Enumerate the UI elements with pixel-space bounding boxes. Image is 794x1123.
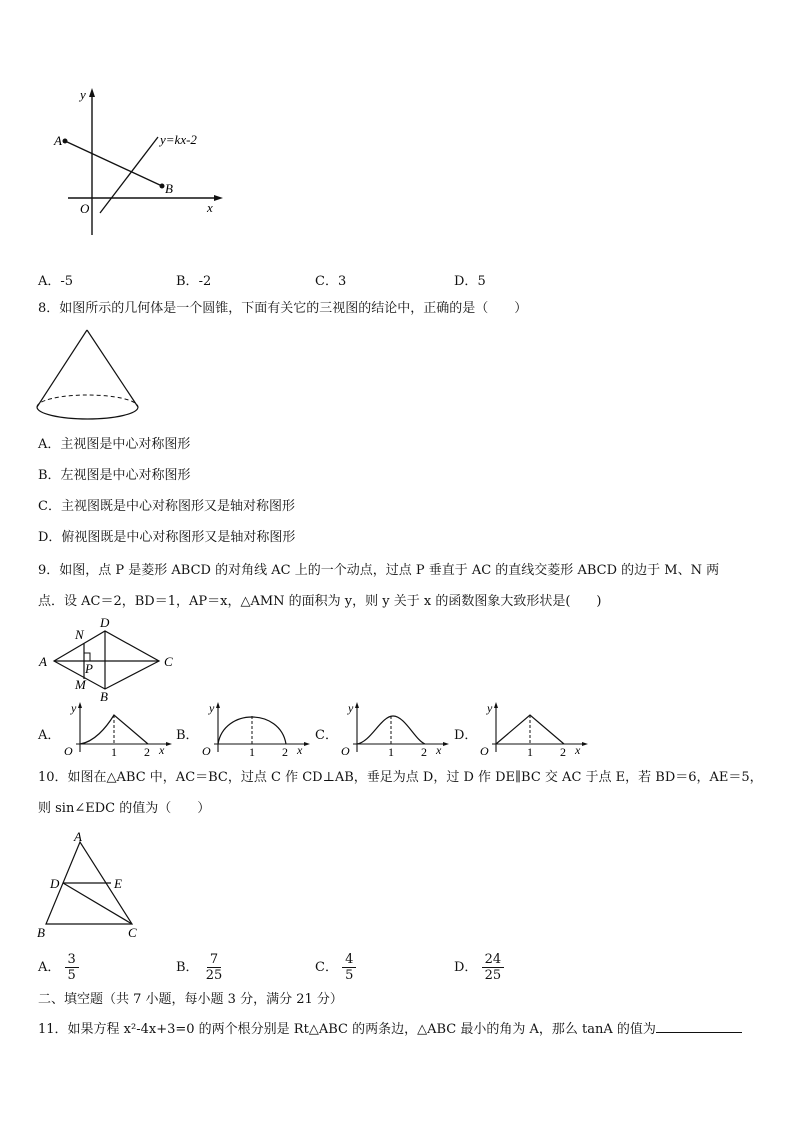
q8-option-c[interactable]: C．主视图既是中心对称图形又是轴对称图形 [38, 499, 295, 514]
q10-option-b-den: 25 [205, 968, 223, 983]
q9-b-x: x [297, 743, 303, 757]
q9-d-t1: 1 [527, 745, 533, 758]
q7-option-b-text: -2 [198, 274, 212, 289]
q10-option-c-num: 4 [342, 952, 356, 968]
q10-option-c-den: 5 [345, 968, 354, 983]
q8-option-a[interactable]: A．主视图是中心对称图形 [38, 437, 191, 452]
q10-triangle-figure [34, 830, 154, 942]
q7-option-a-text: -5 [60, 274, 74, 289]
q7-point-b-label: B [165, 181, 173, 196]
q8-option-b[interactable]: B．左视图是中心对称图形 [38, 468, 191, 483]
q9-b-t2: 2 [282, 745, 288, 758]
q11-stem: 11．如果方程 x²-4x+3=0 的两个根分别是 Rt△ABC 的两条边，△ABC 最小的角为 A，那么 tanA 的值为 [38, 1022, 656, 1037]
q10-stem-line2: 则 sin∠EDC 的值为（ ） [38, 801, 211, 816]
q7-option-b-letter: B． [176, 274, 199, 289]
q9-option-c-letter[interactable]: C． [315, 728, 338, 743]
q9-label-p: P [85, 661, 93, 676]
q7-option-c-letter: C． [315, 274, 338, 289]
q10-option-d[interactable] [454, 952, 504, 983]
q9-label-b: B [100, 689, 108, 703]
q7-option-d-letter: D． [454, 274, 478, 289]
q9-d-y: y [487, 701, 493, 715]
q7-option-a[interactable] [38, 270, 73, 289]
q10-label-e: E [114, 876, 122, 891]
q10-option-c-fraction [342, 952, 356, 983]
q10-option-a-den: 5 [67, 968, 76, 983]
q7-x-label: x [207, 200, 213, 215]
q10-option-b-fraction [203, 952, 226, 983]
q11-question [38, 1019, 742, 1038]
q7-y-label: y [80, 87, 86, 102]
q7-point-a-label: A [54, 133, 62, 148]
q10-option-a[interactable] [38, 952, 79, 983]
q9-a-x: x [159, 743, 165, 757]
q10-option-d-num: 24 [482, 952, 505, 968]
q10-stem-line1: 10．如图在△ABC 中，AC＝BC，过点 C 作 CD⊥AB，垂足为点 D，过 D 作 DE∥BC 交 AC 于点 E，若 BD＝6，AE＝5， [38, 770, 763, 785]
q10-option-a-letter: A． [38, 960, 61, 975]
q9-a-o: O [64, 744, 73, 758]
q9-label-a: A [39, 654, 47, 669]
q10-label-c: C [128, 925, 137, 940]
q9-option-b-graph[interactable] [198, 700, 314, 758]
q8-cone-figure [34, 325, 144, 425]
q9-option-b-letter[interactable]: B． [176, 728, 199, 743]
q9-c-y: y [348, 701, 354, 715]
q9-c-x: x [436, 743, 442, 757]
q10-label-d: D [50, 876, 60, 891]
q9-label-n: N [75, 627, 84, 642]
q7-line-label: y=kx-2 [160, 132, 197, 147]
q9-option-c-graph[interactable] [337, 700, 453, 758]
q9-b-o: O [202, 744, 211, 758]
q10-option-c[interactable] [315, 952, 356, 983]
q9-a-y: y [71, 701, 77, 715]
q10-option-b-letter: B． [176, 960, 199, 975]
q8-stem: 8．如图所示的几何体是一个圆锥，下面有关它的三视图的结论中，正确的是（ ） [38, 301, 528, 316]
q7-option-d[interactable] [454, 270, 486, 289]
q10-label-a: A [74, 830, 82, 844]
q7-option-b[interactable] [176, 270, 211, 289]
q9-c-t1: 1 [388, 745, 394, 758]
q9-option-a-letter[interactable]: A． [38, 728, 61, 743]
q9-option-a-graph[interactable] [60, 700, 176, 758]
q7-graph [50, 85, 230, 245]
q7-origin-label: O [80, 201, 90, 216]
q10-option-d-den: 25 [484, 968, 502, 983]
q9-label-d: D [100, 615, 110, 630]
q10-label-b: B [37, 925, 45, 940]
q9-stem-line2: 点．设 AC＝2，BD＝1，AP＝x，△AMN 的面积为 y，则 y 关于 x 的函数图象大致形状是( ) [38, 594, 602, 609]
q9-label-c: C [164, 654, 173, 669]
q10-option-a-num: 3 [65, 952, 79, 968]
q10-option-c-letter: C． [315, 960, 338, 975]
q9-rhombus-figure [34, 615, 184, 703]
q9-label-m: M [75, 677, 86, 692]
section-title: 二、填空题（共 7 小题，每小题 3 分，满分 21 分） [38, 992, 343, 1007]
q7-option-d-text: 5 [477, 274, 486, 289]
q9-a-t1: 1 [111, 745, 117, 758]
q9-c-o: O [341, 744, 350, 758]
q9-d-o: O [480, 744, 489, 758]
q7-option-a-letter: A． [38, 274, 61, 289]
q9-b-y: y [209, 701, 215, 715]
q10-option-b-num: 7 [207, 952, 221, 968]
q9-b-t1: 1 [249, 745, 255, 758]
q9-option-d-letter[interactable]: D． [454, 728, 478, 743]
q10-option-b[interactable] [176, 952, 225, 983]
q8-option-d[interactable]: D．俯视图既是中心对称图形又是轴对称图形 [38, 530, 296, 545]
q10-option-d-letter: D． [454, 960, 478, 975]
q9-a-t2: 2 [144, 745, 150, 758]
q9-option-d-graph[interactable] [476, 700, 592, 758]
q10-option-d-fraction [482, 952, 505, 983]
q9-stem-line1: 9．如图，点 P 是菱形 ABCD 的对角线 AC 上的一个动点，过点 P 垂直于 AC 的直线交菱形 ABCD 的边于 M、N 两 [38, 563, 720, 578]
q7-option-c[interactable] [315, 270, 346, 289]
q7-option-c-text: 3 [337, 274, 347, 289]
q9-c-t2: 2 [421, 745, 427, 758]
q9-d-t2: 2 [560, 745, 566, 758]
q11-answer-blank[interactable] [656, 1019, 742, 1033]
q9-d-x: x [575, 743, 581, 757]
q10-option-a-fraction [65, 952, 79, 983]
